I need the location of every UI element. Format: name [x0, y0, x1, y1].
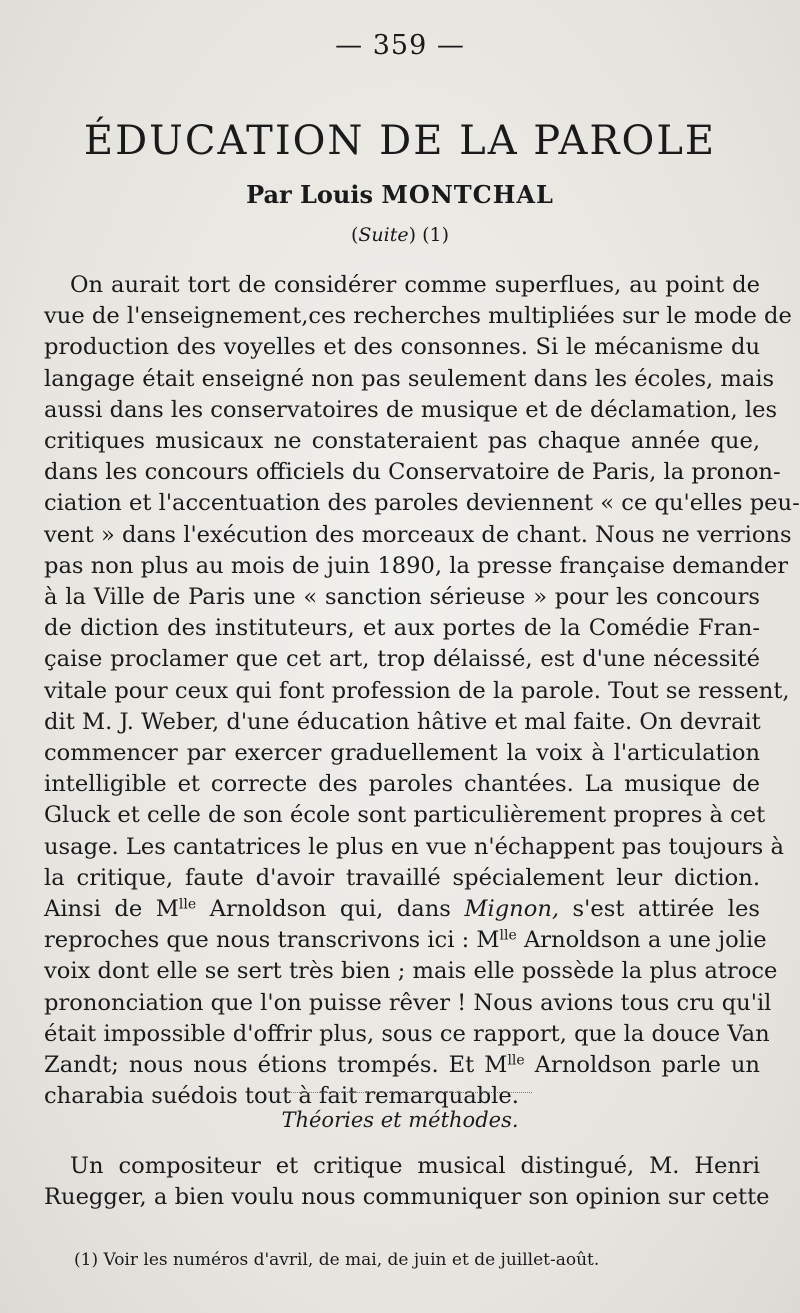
text-line: charabia suédois tout à fait remarquable. [44, 1083, 519, 1110]
text-fragment: Ainsi de M [44, 896, 179, 923]
text-line: dans les concours officiels du Conservatoire de Paris, la pronon- [44, 459, 781, 486]
text-line: était impossible d'offrir plus, sous ce rapport, que la douce Van [44, 1020, 770, 1047]
text-line: Ruegger, a bien voulu nous communiquer son opinion sur cette [44, 1184, 770, 1211]
text-line: critiques musicaux ne constateraient pas chaque année que, [44, 428, 760, 455]
text-line: vitale pour ceux qui font profession de la parole. Tout se ressent, [44, 677, 790, 704]
text-line: voix dont elle se sert très bien ; mais elle possède la plus atroce [44, 958, 778, 985]
text-line: Gluck et celle de son école sont particulièrement propres à cet [44, 802, 766, 829]
section-heading: Théories et méthodes. [281, 1108, 519, 1132]
text-line [44, 1050, 760, 1081]
text-fragment: s'est attirée les [559, 896, 760, 923]
footnote-reference: (1) [422, 224, 449, 246]
continuation-label: Suite [358, 224, 409, 246]
text-fragment: Arnoldson parle un [524, 1052, 760, 1079]
text-line: dit M. J. Weber, d'une éducation hâtive et mal faite. On devrait [44, 708, 761, 735]
text-line: production des voyelles et des consonnes. Si le mécanisme du [44, 334, 760, 361]
opera-title: Mignon, [464, 896, 560, 923]
text-line: usage. Les cantatrices le plus en vue n'échappent pas toujours à [44, 833, 784, 860]
text-line: la critique, faute d'avoir travaillé spécialement leur diction. [44, 864, 760, 891]
text-line: à la Ville de Paris une « sanction sérieuse » pour les concours [44, 584, 760, 611]
text-line: On aurait tort de considérer comme superflues, au point de [70, 272, 760, 298]
text-line: pas non plus au mois de juin 1890, la presse française demander [44, 552, 789, 579]
page-number: — 359 — [335, 30, 465, 61]
text-line: vue de l'enseignement,ces recherches multipliées sur le mode de [44, 303, 792, 330]
superscript: lle [499, 927, 517, 944]
text-line: Un compositeur et critique musical distingué, M. Henri [70, 1153, 760, 1179]
text-line [44, 925, 767, 956]
text-fragment: reproches que nous transcrivons ici : M [44, 927, 500, 954]
paragraph-1 [44, 270, 800, 1112]
paragraph-2 [44, 1151, 770, 1213]
section-divider [278, 1092, 532, 1093]
footnote: (1) Voir les numéros d'avril, de mai, de juin et de juillet-août. [74, 1250, 600, 1270]
superscript: lle [507, 1052, 525, 1069]
byline-prefix: Par Louis [246, 180, 373, 209]
text-fragment: Zandt; nous nous étions trompés. Et M [44, 1052, 508, 1079]
text-line: intelligible et correcte des paroles chantées. La musique de [44, 771, 760, 798]
text-line: langage était enseigné non pas seulement dans les écoles, mais [44, 365, 775, 392]
text-line: vent » dans l'exécution des morceaux de chant. Nous ne verrions [44, 521, 792, 548]
article-title: ÉDUCATION DE LA PAROLE [83, 118, 717, 164]
text-line: çaise proclamer que cet art, trop délaissé, est d'une nécessité [44, 646, 760, 673]
continuation-note: (Suite) (1) [350, 224, 449, 246]
text-line [44, 894, 760, 925]
text-fragment: Arnoldson a une jolie [516, 927, 767, 954]
byline [0, 180, 800, 209]
text-line: prononciation que l'on puisse rêver ! Nous avions tous cru qu'il [44, 989, 772, 1016]
text-line: ciation et l'accentuation des paroles deviennent « ce qu'elles peu- [44, 490, 800, 517]
text-line: aussi dans les conservatoires de musique et de déclamation, les [44, 396, 778, 423]
text-line: de diction des instituteurs, et aux portes de la Comédie Fran- [44, 615, 760, 642]
text-line: commencer par exercer graduellement la voix à l'articulation [44, 740, 760, 767]
superscript: lle [178, 896, 197, 913]
author-name: MONTCHAL [381, 180, 554, 209]
text-fragment: Arnoldson qui, dans [196, 896, 465, 923]
